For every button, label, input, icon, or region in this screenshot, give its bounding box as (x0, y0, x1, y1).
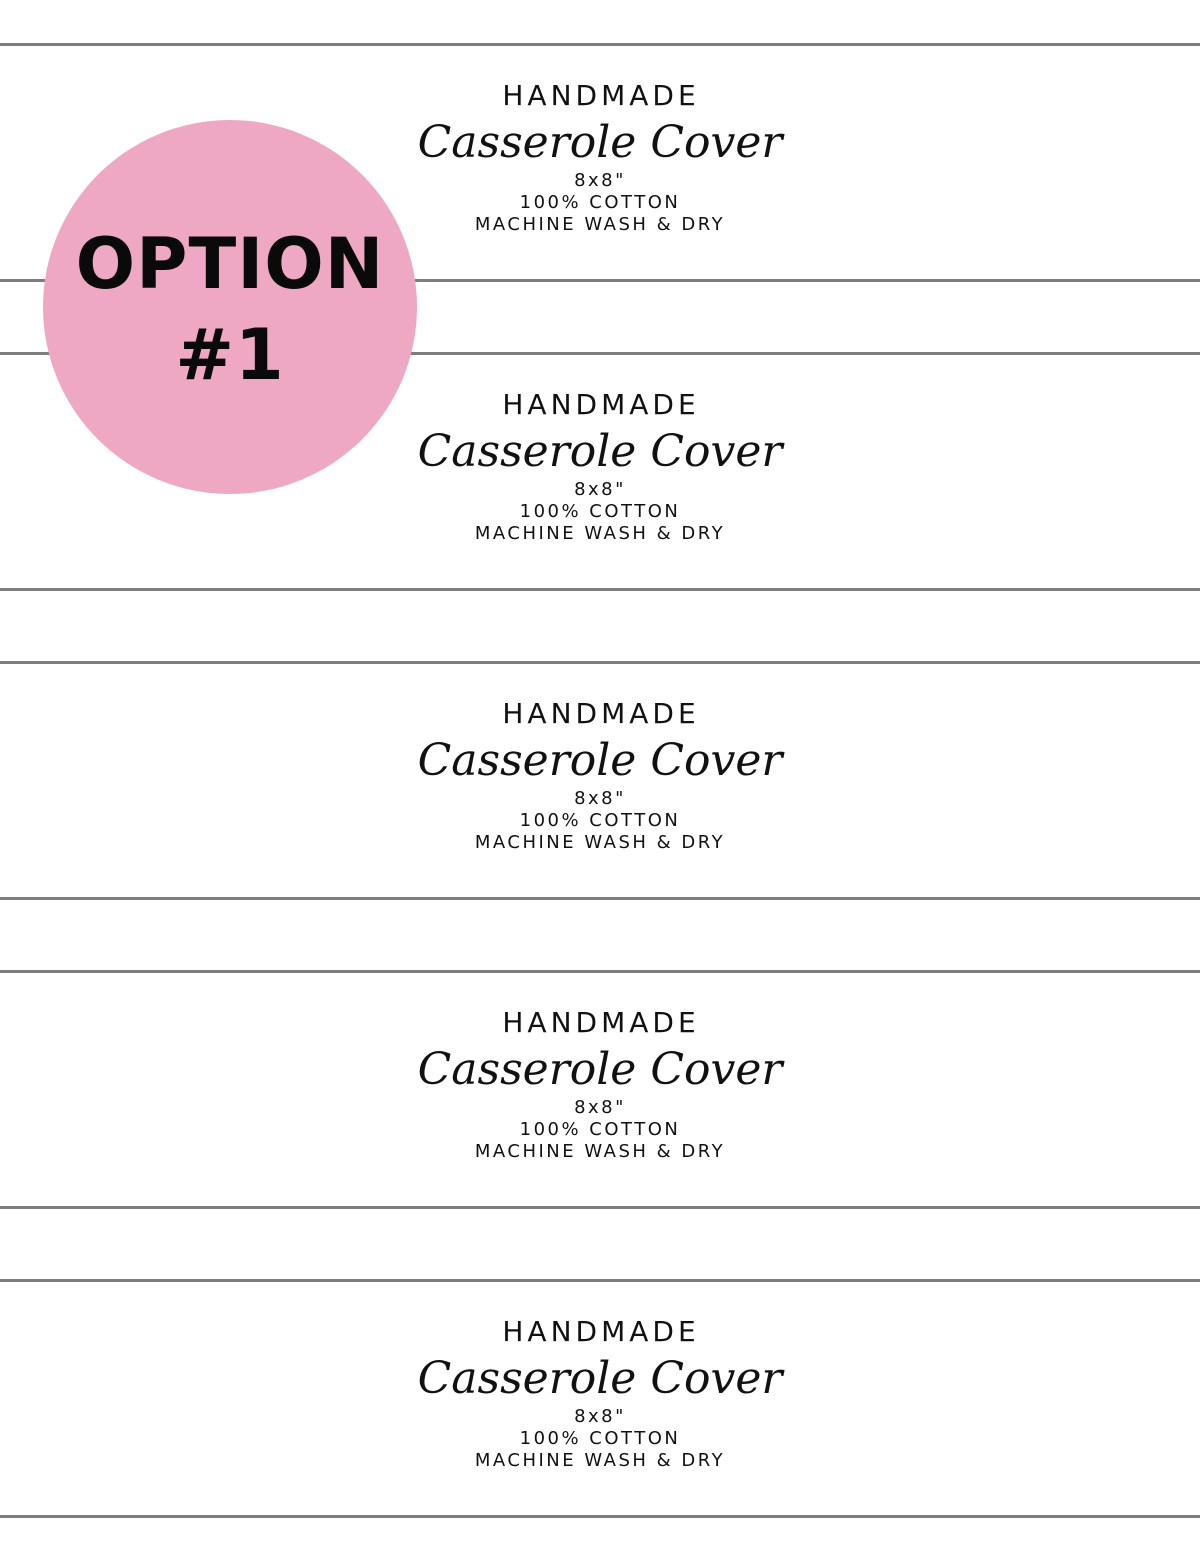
option-badge-number: #1 (175, 314, 285, 396)
label-title: HANDMADE (502, 697, 700, 730)
label-material: 100% COTTON (519, 192, 681, 213)
label-size: 8x8" (574, 479, 626, 500)
label-material: 100% COTTON (519, 1428, 681, 1449)
cut-line (0, 661, 1200, 664)
cut-line (0, 43, 1200, 46)
cut-line (0, 897, 1200, 900)
label-size: 8x8" (574, 1097, 626, 1118)
label-care: MACHINE WASH & DRY (474, 1141, 726, 1162)
label-script-title: Casserole Cover (417, 1353, 783, 1404)
label-title: HANDMADE (502, 1315, 700, 1348)
label-title: HANDMADE (502, 388, 700, 421)
label-size: 8x8" (574, 170, 626, 191)
label-care: MACHINE WASH & DRY (474, 832, 726, 853)
label-script-title: Casserole Cover (417, 735, 783, 786)
cut-line (0, 1279, 1200, 1282)
label-material: 100% COTTON (519, 501, 681, 522)
label-strip (0, 1316, 1200, 1472)
label-script-title: Casserole Cover (417, 1044, 783, 1095)
label-material: 100% COTTON (519, 1119, 681, 1140)
option-badge-label: OPTION (75, 223, 385, 305)
label-strip (0, 698, 1200, 854)
cut-line (0, 1515, 1200, 1518)
label-title: HANDMADE (502, 79, 700, 112)
label-care: MACHINE WASH & DRY (474, 523, 726, 544)
cut-line (0, 588, 1200, 591)
cut-line (0, 970, 1200, 973)
label-size: 8x8" (574, 788, 626, 809)
label-strip (0, 1007, 1200, 1163)
label-title: HANDMADE (502, 1006, 700, 1039)
label-script-title: Casserole Cover (417, 426, 783, 477)
cut-line (0, 1206, 1200, 1209)
label-care: MACHINE WASH & DRY (474, 1450, 726, 1471)
label-material: 100% COTTON (519, 810, 681, 831)
label-script-title: Casserole Cover (417, 117, 783, 168)
label-size: 8x8" (574, 1406, 626, 1427)
label-care: MACHINE WASH & DRY (474, 214, 726, 235)
option-badge (43, 120, 417, 494)
